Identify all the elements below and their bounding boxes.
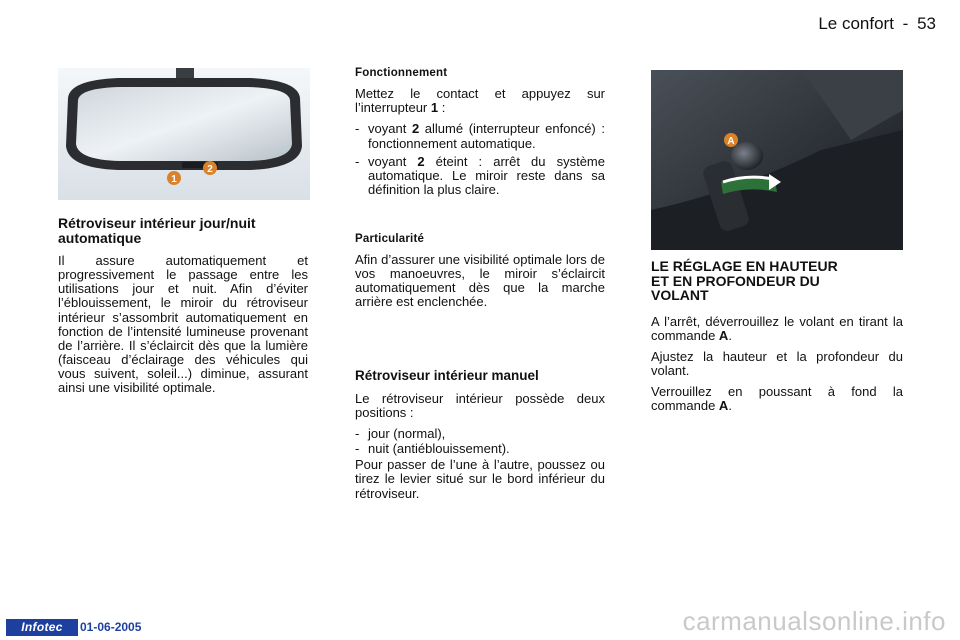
photo-label-a: A [727, 136, 735, 147]
manual-mirror-list [355, 427, 605, 456]
list-dash: - [355, 121, 360, 137]
fonctionnement-intro [355, 87, 605, 115]
intro-colon: : [438, 100, 446, 116]
list-text: jour (normal), [368, 426, 446, 442]
list-dash: - [355, 426, 360, 442]
fonctionnement-list [355, 122, 605, 196]
list-number: 2 [411, 121, 420, 137]
column-steering-adjust [651, 259, 903, 420]
steering-adjust-text: Ajustez la hauteur et la profondeur du volant. [651, 349, 903, 379]
intro-switch-number: 1 [430, 100, 439, 116]
steering-column-illustration [651, 70, 903, 250]
particularite-body: Afin d’assurer une visibilité optimale lors de vos manoeuvres, le miroir s’éclaircit automatiquement dès que la marche arrière est enclenchée. [355, 252, 605, 310]
section-title: Le confort [818, 14, 894, 33]
photo-label-1: 1 [171, 174, 177, 185]
title-line-3: VOLANT [651, 287, 709, 304]
list-dash: - [355, 441, 360, 457]
steering-column-photo [651, 70, 903, 250]
title-line-2: ET EN PROFONDEUR DU [651, 272, 820, 289]
list-text: voyant [368, 153, 418, 169]
paragraph-text: Verrouillez en poussant à fond la commande [651, 384, 903, 414]
list-text: allumé (interrupteur enfoncé) : fonctionnement automatique. [368, 121, 605, 151]
photo-label-2: 2 [207, 164, 213, 175]
steering-unlock-text [651, 315, 903, 343]
title-line-2: automatique [58, 229, 142, 246]
list-text: voyant [368, 121, 412, 137]
list-text: éteint : arrêt du système automatique. Le miroir reste dans sa définition la plus claire. [368, 153, 605, 197]
list-item [355, 427, 605, 441]
manual-mirror-intro: Le rétroviseur intérieur possède deux positions : [355, 391, 605, 421]
list-item [355, 122, 605, 150]
steering-adjust-title [651, 259, 903, 303]
rear-view-mirror-photo [58, 68, 310, 200]
paragraph-punct: . [728, 328, 732, 344]
automatic-mirror-body: Il assure automatiquement et progressivement le passage entre les utilisations jour et nuit. Afin d’éviter l’éblouissement, le miroir du rétroviseur intérieur s’assombrit automatiquement en fonction de l’intensité lumineuse provenant de l’arrière. Il s’éclaircit dès que la lumière (faisceau d’éclairage des véhicules qui vous suivent, soleil...) diminue, assurant ainsi une visibilité optimale. [58, 253, 308, 395]
particularite-title: Particularité [355, 232, 425, 245]
manual-mirror-title: Rétroviseur intérieur manuel [355, 368, 539, 384]
paragraph-punct: . [728, 398, 732, 414]
control-letter: A [718, 398, 729, 414]
list-text: nuit (antiéblouissement). [368, 441, 510, 457]
title-line-1: LE RÉGLAGE EN HAUTEUR [651, 258, 838, 274]
intro-text: Mettez le contact et appuyez sur l’interrupteur [355, 86, 605, 116]
manual-mirror-body: Pour passer de l’une à l’autre, poussez ou tirez le levier situé sur le bord inférieur du rétroviseur. [355, 457, 605, 501]
list-dash: - [355, 153, 360, 169]
rear-view-mirror-illustration [58, 68, 310, 200]
control-letter: A [718, 328, 729, 344]
list-item [355, 155, 605, 197]
page-header [818, 14, 936, 34]
list-number: 2 [417, 153, 425, 169]
list-item [355, 442, 605, 456]
fonctionnement-title: Fonctionnement [355, 67, 448, 79]
page-number: 53 [917, 14, 936, 33]
automatic-mirror-title [58, 216, 308, 245]
header-separator: - [902, 14, 909, 33]
title-line-1: Rétroviseur intérieur jour/nuit [58, 215, 256, 231]
watermark: carmanualsonline.info [682, 606, 946, 636]
infotec-badge: Infotec [6, 619, 78, 636]
column-automatic-mirror [58, 216, 308, 402]
paragraph-text: A l’arrêt, déverrouillez le volant en tirant la commande [651, 314, 903, 344]
column-operation [355, 67, 605, 508]
steering-lock-text [651, 385, 903, 413]
footer-date: 01-06-2005 [80, 620, 142, 634]
